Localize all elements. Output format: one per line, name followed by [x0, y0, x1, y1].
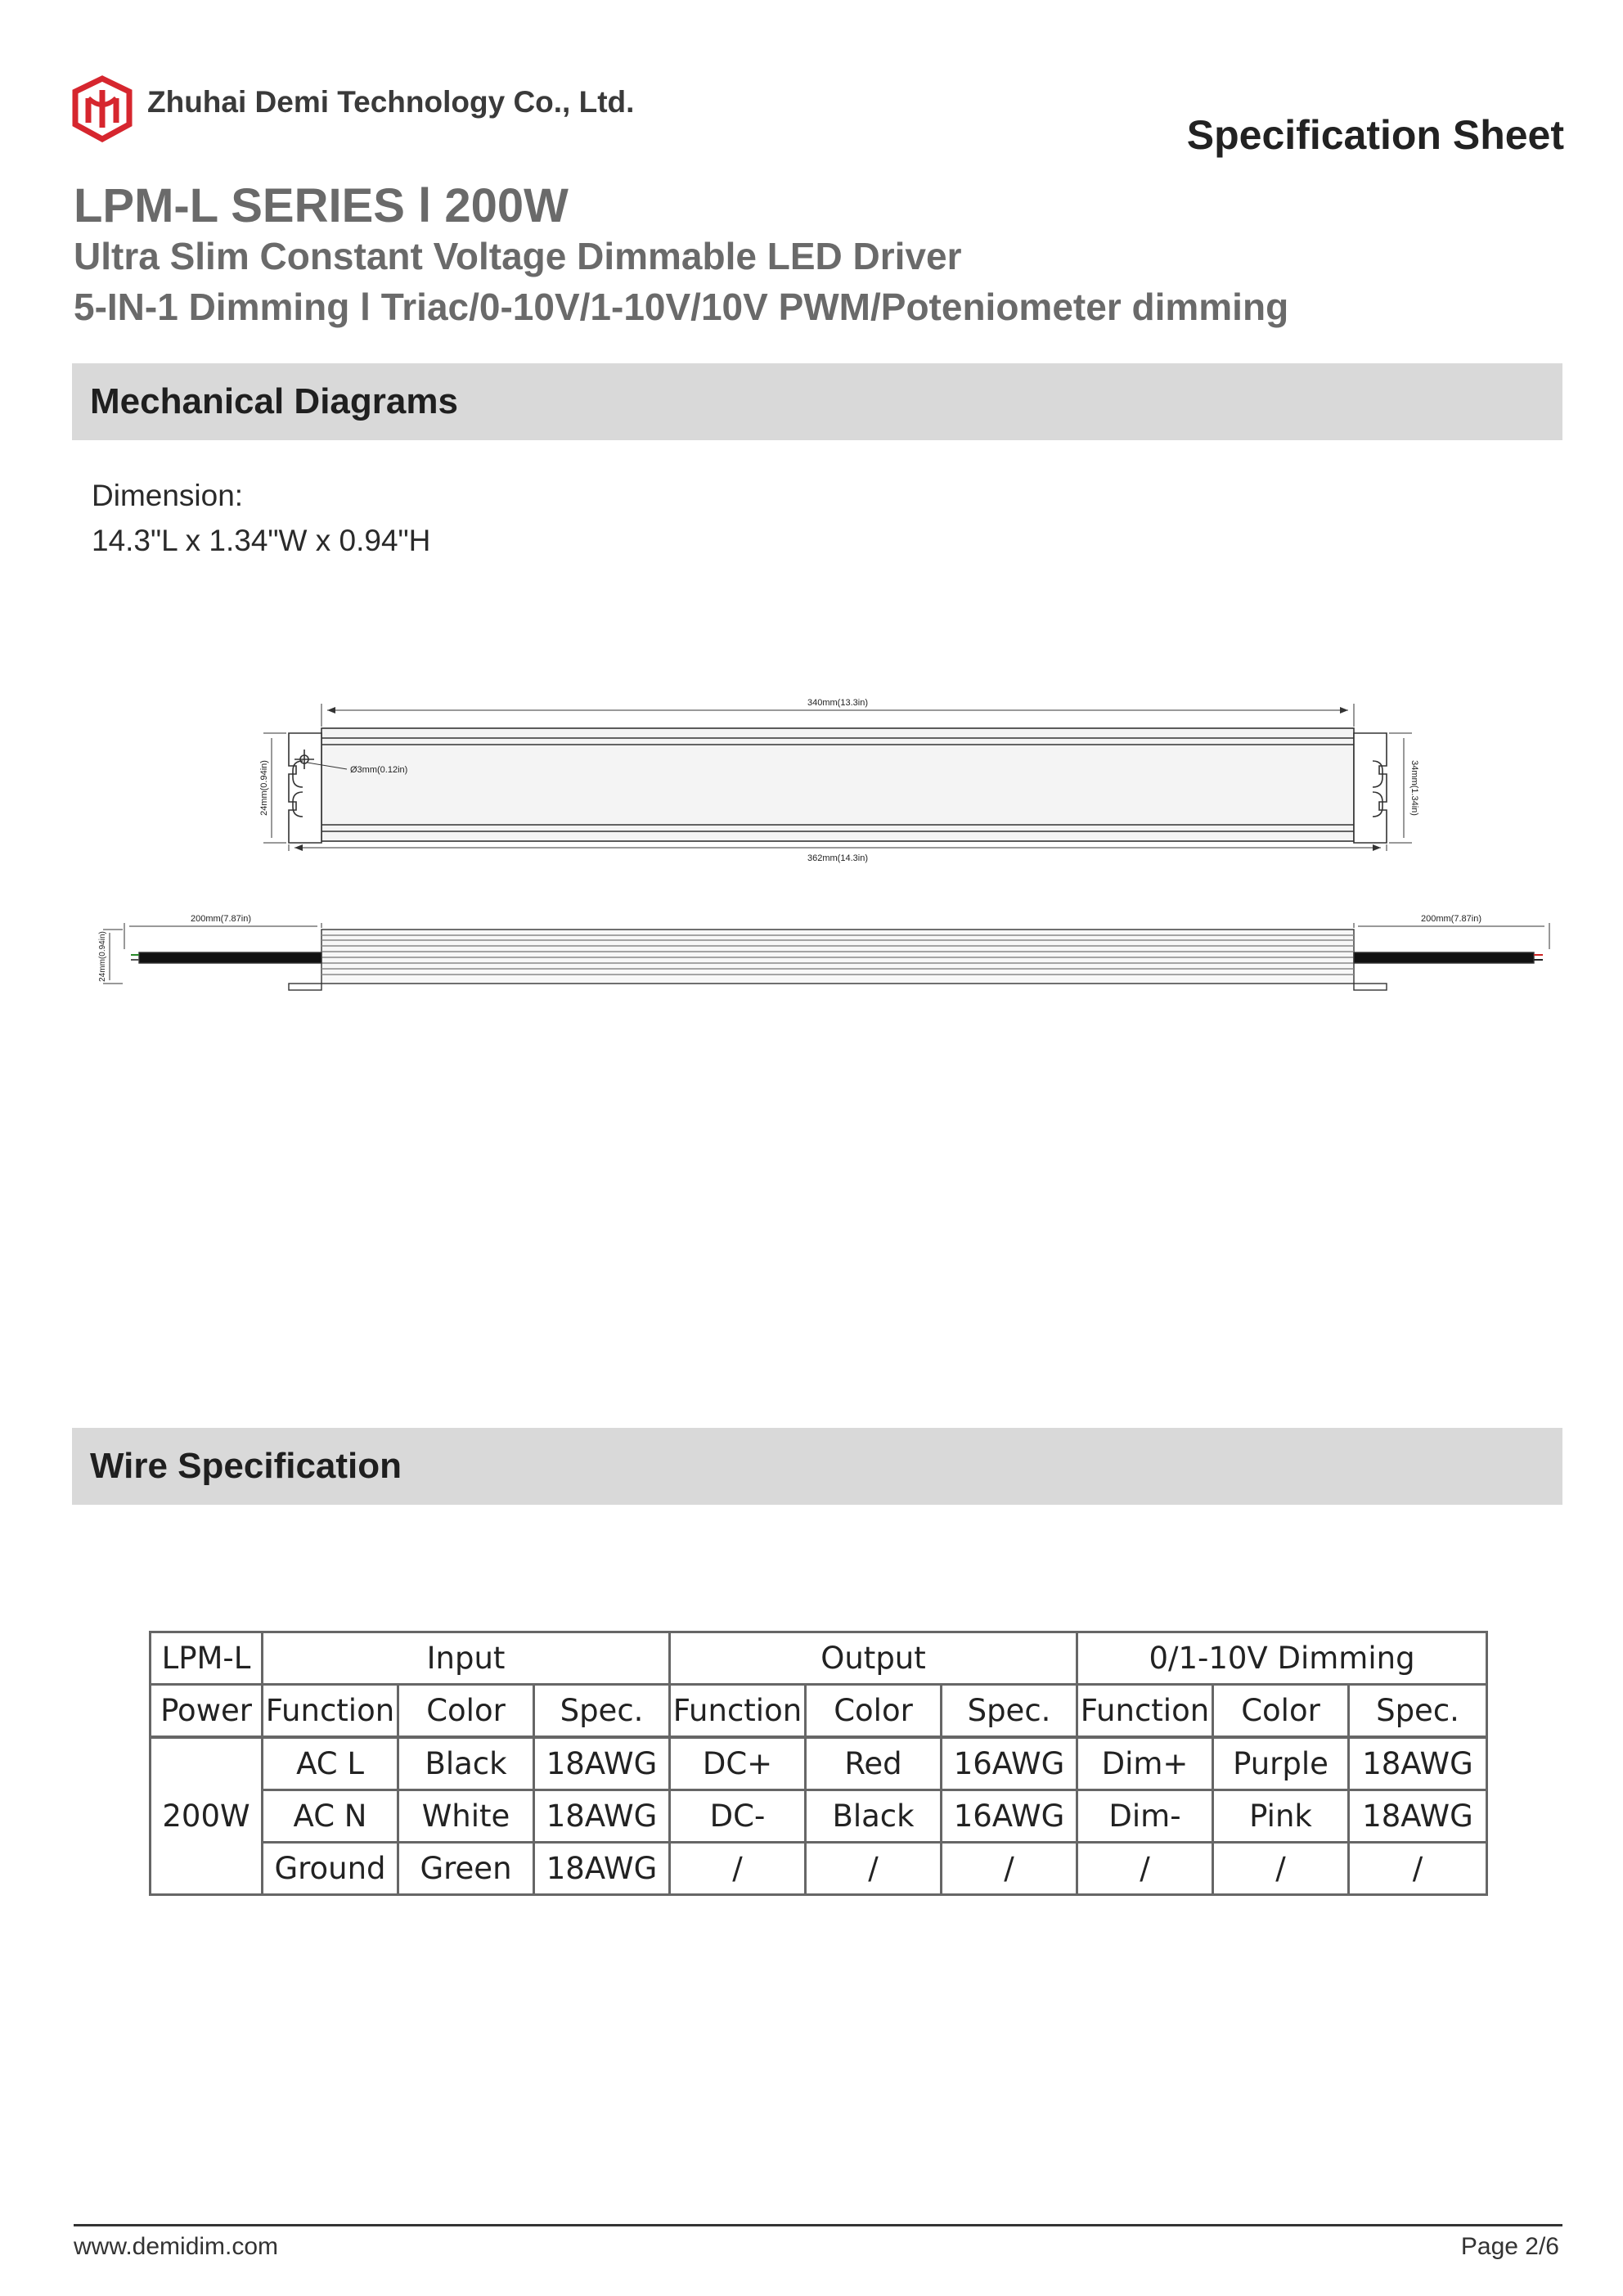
table-cell: 18AWG [534, 1790, 670, 1843]
table-cell: / [1349, 1843, 1487, 1895]
group-header-dimming: 0/1-10V Dimming [1077, 1632, 1487, 1685]
sub-header-cell: Color [1213, 1685, 1349, 1738]
product-subtitle: Ultra Slim Constant Voltage Dimmable LED Driver [74, 235, 962, 277]
wire-section-header [72, 1428, 1562, 1505]
table-row [151, 1843, 1487, 1895]
sheet-title: Specification Sheet [1186, 112, 1564, 158]
sub-header-cell: Color [398, 1685, 534, 1738]
table-cell: DC+ [670, 1737, 806, 1790]
table-cell: Black [806, 1790, 942, 1843]
sub-header-cell: Function [1077, 1685, 1213, 1738]
side-view [103, 923, 1549, 990]
table-row [151, 1737, 1487, 1790]
group-header-output: Output [670, 1632, 1077, 1685]
dim-left-width: 24mm(0.94in) [259, 760, 269, 816]
table-cell: Dim- [1077, 1790, 1213, 1843]
table-cell: AC L [263, 1737, 398, 1790]
sub-header-cell: Color [806, 1685, 942, 1738]
dim-hole: Ø3mm(0.12in) [350, 765, 408, 775]
group-header-input: Input [263, 1632, 670, 1685]
group-header-row [151, 1632, 1487, 1685]
dimension-value: 14.3"L x 1.34"W x 0.94"H [92, 524, 431, 557]
table-cell: / [670, 1843, 806, 1895]
page-number: Page 2/6 [1460, 2233, 1559, 2260]
dim-total-length: 362mm(14.3in) [807, 853, 868, 863]
table-cell: Ground [263, 1843, 398, 1895]
table-cell: DC- [670, 1790, 806, 1843]
table-row [151, 1790, 1487, 1843]
table-cell: Black [398, 1737, 534, 1790]
sub-header-row [151, 1685, 1487, 1738]
dim-cable-left: 200mm(7.87in) [191, 914, 251, 924]
mechanical-section-header [72, 363, 1562, 440]
mechanical-diagram [90, 687, 1554, 1006]
sub-header-cell: Spec. [942, 1685, 1077, 1738]
table-cell: AC N [263, 1790, 398, 1843]
sub-header-cell: Spec. [534, 1685, 670, 1738]
company-logo [72, 75, 133, 142]
footer-website: www.demidim.com [74, 2233, 279, 2260]
table-cell: / [942, 1843, 1077, 1895]
sub-header-cell: Function [670, 1685, 806, 1738]
series-title: LPM-L SERIES l 200W [74, 179, 569, 232]
dimming-description: 5-IN-1 Dimming l Triac/0-10V/1-10V/10V PWM/Poteniometer dimming [74, 286, 1289, 328]
table-cell: 18AWG [534, 1737, 670, 1790]
table-cell: / [1077, 1843, 1213, 1895]
sub-header-cell: Power [151, 1685, 263, 1738]
dimension-label: Dimension: [92, 479, 244, 512]
table-cell: 18AWG [1349, 1790, 1487, 1843]
table-cell: Dim+ [1077, 1737, 1213, 1790]
table-cell: / [1213, 1843, 1349, 1895]
mechanical-section-title: Mechanical Diagrams [90, 381, 458, 421]
table-cell: 18AWG [534, 1843, 670, 1895]
table-cell: White [398, 1790, 534, 1843]
table-cell: 16AWG [942, 1737, 1077, 1790]
group-header-model: LPM-L [151, 1632, 263, 1685]
sub-header-cell: Spec. [1349, 1685, 1487, 1738]
table-cell: Purple [1213, 1737, 1349, 1790]
power-cell: 200W [151, 1737, 263, 1895]
table-cell: Green [398, 1843, 534, 1895]
footer-divider [74, 2224, 1562, 2226]
dim-top-length: 340mm(13.3in) [807, 698, 868, 708]
dim-cable-right: 200mm(7.87in) [1421, 914, 1481, 924]
company-name: Zhuhai Demi Technology Co., Ltd. [147, 85, 635, 119]
table-cell: Pink [1213, 1790, 1349, 1843]
table-cell: Red [806, 1737, 942, 1790]
sub-header-cell: Function [263, 1685, 398, 1738]
top-view [263, 704, 1412, 851]
table-cell: 16AWG [942, 1790, 1077, 1843]
dim-side-height: 24mm(0.94in) [98, 931, 107, 982]
wire-spec-table [149, 1631, 1488, 1896]
wire-section-title: Wire Specification [90, 1446, 402, 1486]
dim-right-width: 34mm(1.34in) [1409, 760, 1419, 816]
table-cell: / [806, 1843, 942, 1895]
table-cell: 18AWG [1349, 1737, 1487, 1790]
